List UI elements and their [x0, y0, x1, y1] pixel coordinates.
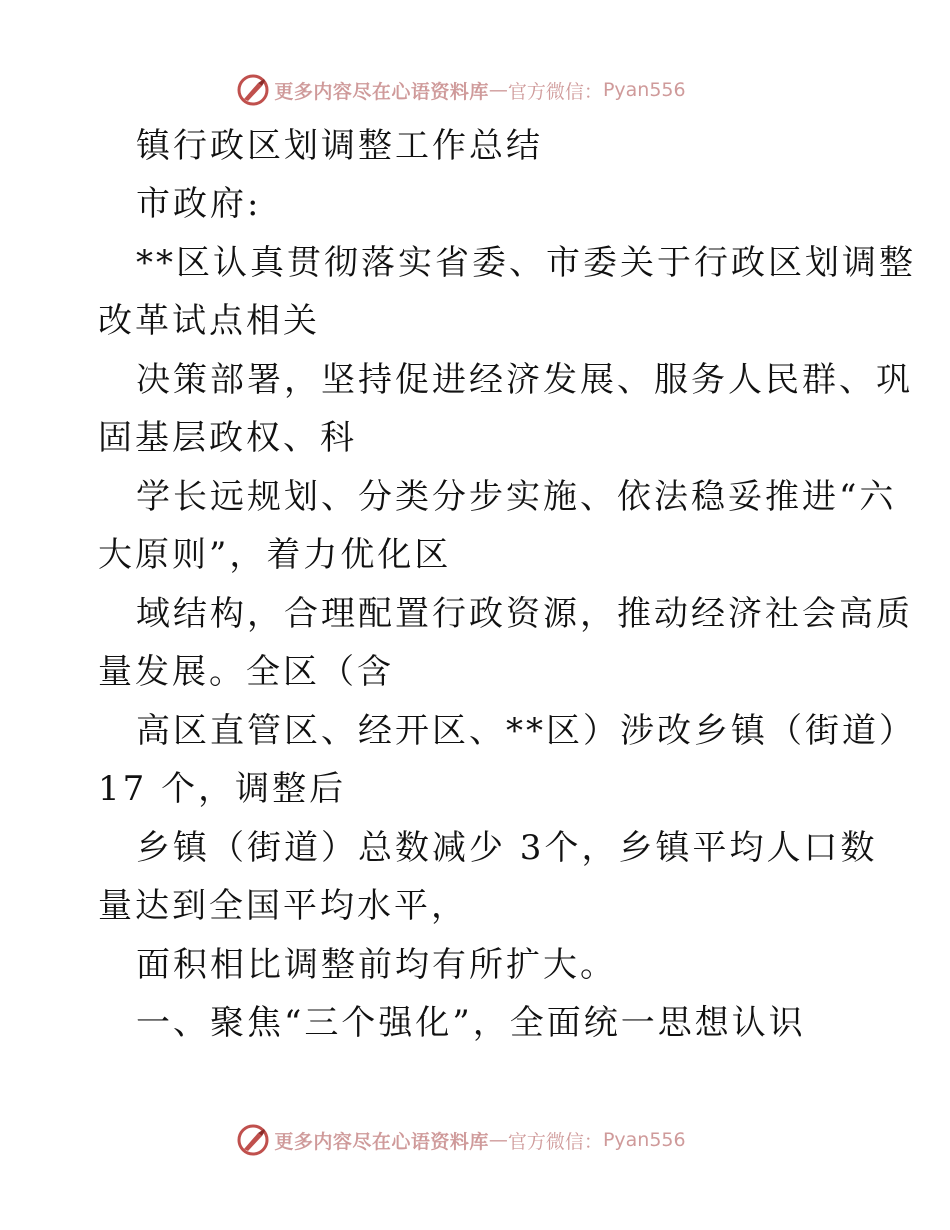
- body-line: 面积相比调整前均有所扩大。: [136, 945, 617, 985]
- body-line: 决策部署，坚持促进经济发展、服务人民群、巩: [136, 360, 913, 400]
- body-line: 固基层政权、科: [98, 418, 357, 458]
- watermark-contact-label: 官方微信：: [507, 1130, 603, 1153]
- watermark-separator: —: [488, 79, 508, 101]
- body-line: 学长远规划、分类分步实施、依法稳妥推进“六: [136, 477, 897, 517]
- pen-logo-icon: [236, 73, 270, 107]
- watermark-contact-id: Pyan556: [602, 1129, 686, 1151]
- addressee-line: 市政府:: [136, 184, 262, 224]
- watermark-contact-label: 官方微信：: [507, 80, 603, 103]
- body-line: 改革试点相关: [98, 301, 320, 341]
- document-title: 镇行政区划调整工作总结: [136, 126, 543, 166]
- footer-watermark: [0, 1120, 950, 1160]
- watermark-separator: —: [488, 1129, 508, 1151]
- body-line: 域结构，合理配置行政资源，推动经济社会高质: [136, 594, 913, 634]
- body-line: 17 个，调整后: [98, 769, 347, 809]
- body-line: 大原则”，着力优化区: [98, 535, 452, 575]
- watermark-text: 更多内容尽在心语资料库: [274, 1130, 489, 1153]
- watermark-contact-id: Pyan556: [602, 79, 686, 101]
- body-line: 量发展。全区（含: [98, 652, 394, 692]
- section-heading: 一、聚焦“三个强化”，全面统一思想认识: [136, 1003, 806, 1043]
- body-line: 量达到全国平均水平，: [98, 886, 468, 926]
- body-line: 高区直管区、经开区、**区）涉改乡镇（街道）: [136, 711, 916, 751]
- body-line: 乡镇（街道）总数减少 3个，乡镇平均人口数: [136, 828, 878, 868]
- body-line: **区认真贯彻落实省委、市委关于行政区划调整: [136, 243, 916, 283]
- pen-logo-icon: [236, 1123, 270, 1157]
- header-watermark: [0, 70, 950, 110]
- watermark-text: 更多内容尽在心语资料库: [274, 80, 489, 103]
